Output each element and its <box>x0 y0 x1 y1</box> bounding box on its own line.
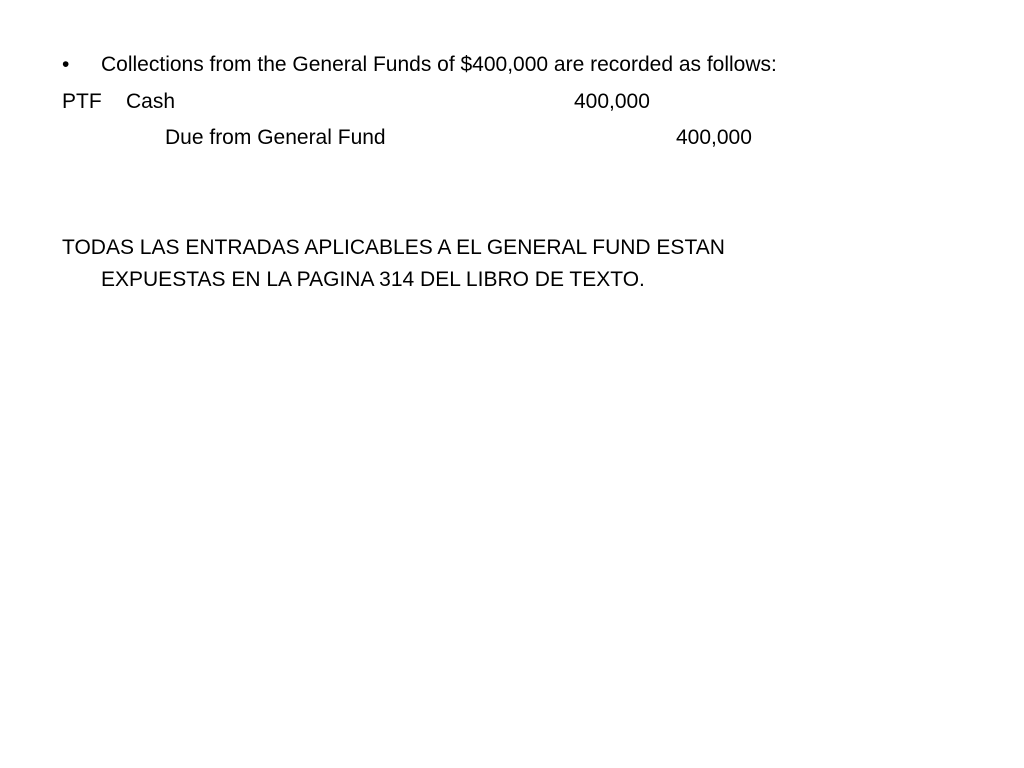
bullet-icon: • <box>62 53 70 76</box>
note-line-2: EXPUESTAS EN LA PAGINA 314 DEL LIBRO DE TEXTO. <box>101 268 645 291</box>
debit-amount: 400,000 <box>574 90 650 113</box>
credit-amount: 400,000 <box>676 126 752 149</box>
note-line-1: TODAS LAS ENTRADAS APLICABLES A EL GENERAL FUND ESTAN <box>62 236 725 259</box>
debit-account: Cash <box>126 90 176 113</box>
fund-label: PTF <box>62 90 102 113</box>
bullet-text: Collections from the General Funds of $400,000 are recorded as follows: <box>101 53 777 76</box>
credit-account: Due from General Fund <box>165 126 386 149</box>
